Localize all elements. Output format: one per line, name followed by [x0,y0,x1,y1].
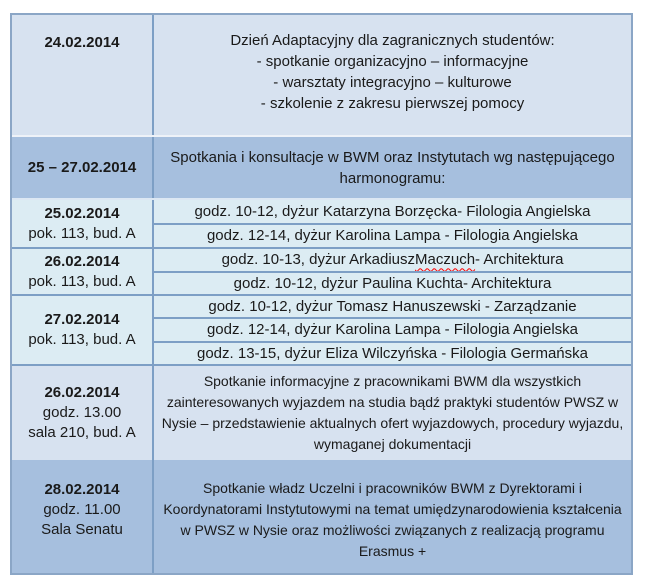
event-location: pok. 113, bud. A [28,331,136,348]
table-row-duty-26-02 [12,249,631,296]
date-cell [12,249,154,294]
duty-slot: godz. 10-12, dyżur Katarzyna Borzęcka- Filologia Angielska [194,202,591,220]
event-bullet: - spotkanie organizacyjno – informacyjne [256,53,529,70]
content-cell [154,366,631,460]
table-row-adaptation-day [12,15,631,137]
duty-slot-column [154,249,631,294]
table-row-authorities-meeting [12,460,631,573]
table-row-duty-25-02 [12,200,631,249]
duty-slot-prefix: godz. 10-13, dyżur Arkadiusz [221,251,416,269]
event-date: 26.02.2014 [44,384,120,401]
content-cell [154,460,631,573]
event-description: Spotkania i konsultacje w BWM oraz Instytutach wg następującego harmonogramu: [170,148,615,187]
event-location: sala 210, bud. A [28,424,136,441]
event-time: godz. 11.00 [43,501,121,518]
duty-slot: godz. 10-12, dyżur Paulina Kuchta- Architektura [154,271,631,295]
event-title: Dzień Adaptacyjny dla zagranicznych studentów: [230,32,555,49]
duty-slot: godz. 12-14, dyżur Karolina Lampa - Filologia Angielska [154,223,631,248]
duty-slot-column [154,200,631,247]
misspelled-word: Maczuch [415,251,476,269]
event-date-range: 25 – 27.02.2014 [27,158,137,176]
event-date: 24.02.2014 [44,34,120,51]
date-cell [12,460,154,573]
date-cell [12,296,154,364]
duty-slot [154,249,631,271]
content-cell [154,15,631,135]
event-description: Spotkanie władz Uczelni i pracowników BWM z Dyrektorami i Koordynatorami Instytutowymi na temat umiędzynarodowienia kształcenia w PWSZ w Nysie oraz możliwości związanych z realizacją programu Erasmus + [163,480,622,559]
event-date: 28.02.2014 [44,481,120,498]
date-cell [12,15,154,135]
event-location: pok. 113, bud. A [28,224,136,242]
event-date: 25.02.2014 [44,204,120,222]
duty-slot-suffix: - Architektura [475,251,564,269]
table-row-consultations-header [12,137,631,200]
event-time: godz. 13.00 [42,404,122,421]
event-date: 27.02.2014 [44,311,120,328]
date-cell [12,200,154,247]
date-cell [12,366,154,460]
duty-slot-column [154,296,631,364]
event-date: 26.02.2014 [44,252,120,270]
date-cell [12,137,154,198]
duty-slot: godz. 13-15, dyżur Eliza Wilczyńska - Filologia Germańska [154,341,631,364]
duty-slot: godz. 12-14, dyżur Karolina Lampa - Filologia Angielska [154,317,631,340]
schedule-table [10,13,633,575]
duty-slot: godz. 10-12, dyżur Tomasz Hanuszewski - Zarządzanie [208,298,577,316]
event-location: Sala Senatu [41,521,123,538]
event-description: Spotkanie informacyjne z pracownikami BWM dla wszystkich zainteresowanych wyjazdem na studia bądź praktyki studentów PWSZ w Nysie – przedstawienie aktualnych ofert wyjazdowych, procedury wyjazdu, wymaganej dokumentacji [161,373,624,452]
table-row-duty-27-02 [12,296,631,366]
event-bullet: - szkolenie z zakresu pierwszej pomocy [260,95,525,112]
event-bullet: - warsztaty integracyjno – kulturowe [273,74,512,91]
table-row-info-meeting [12,366,631,460]
event-location: pok. 113, bud. A [28,272,136,290]
content-cell [154,137,631,198]
